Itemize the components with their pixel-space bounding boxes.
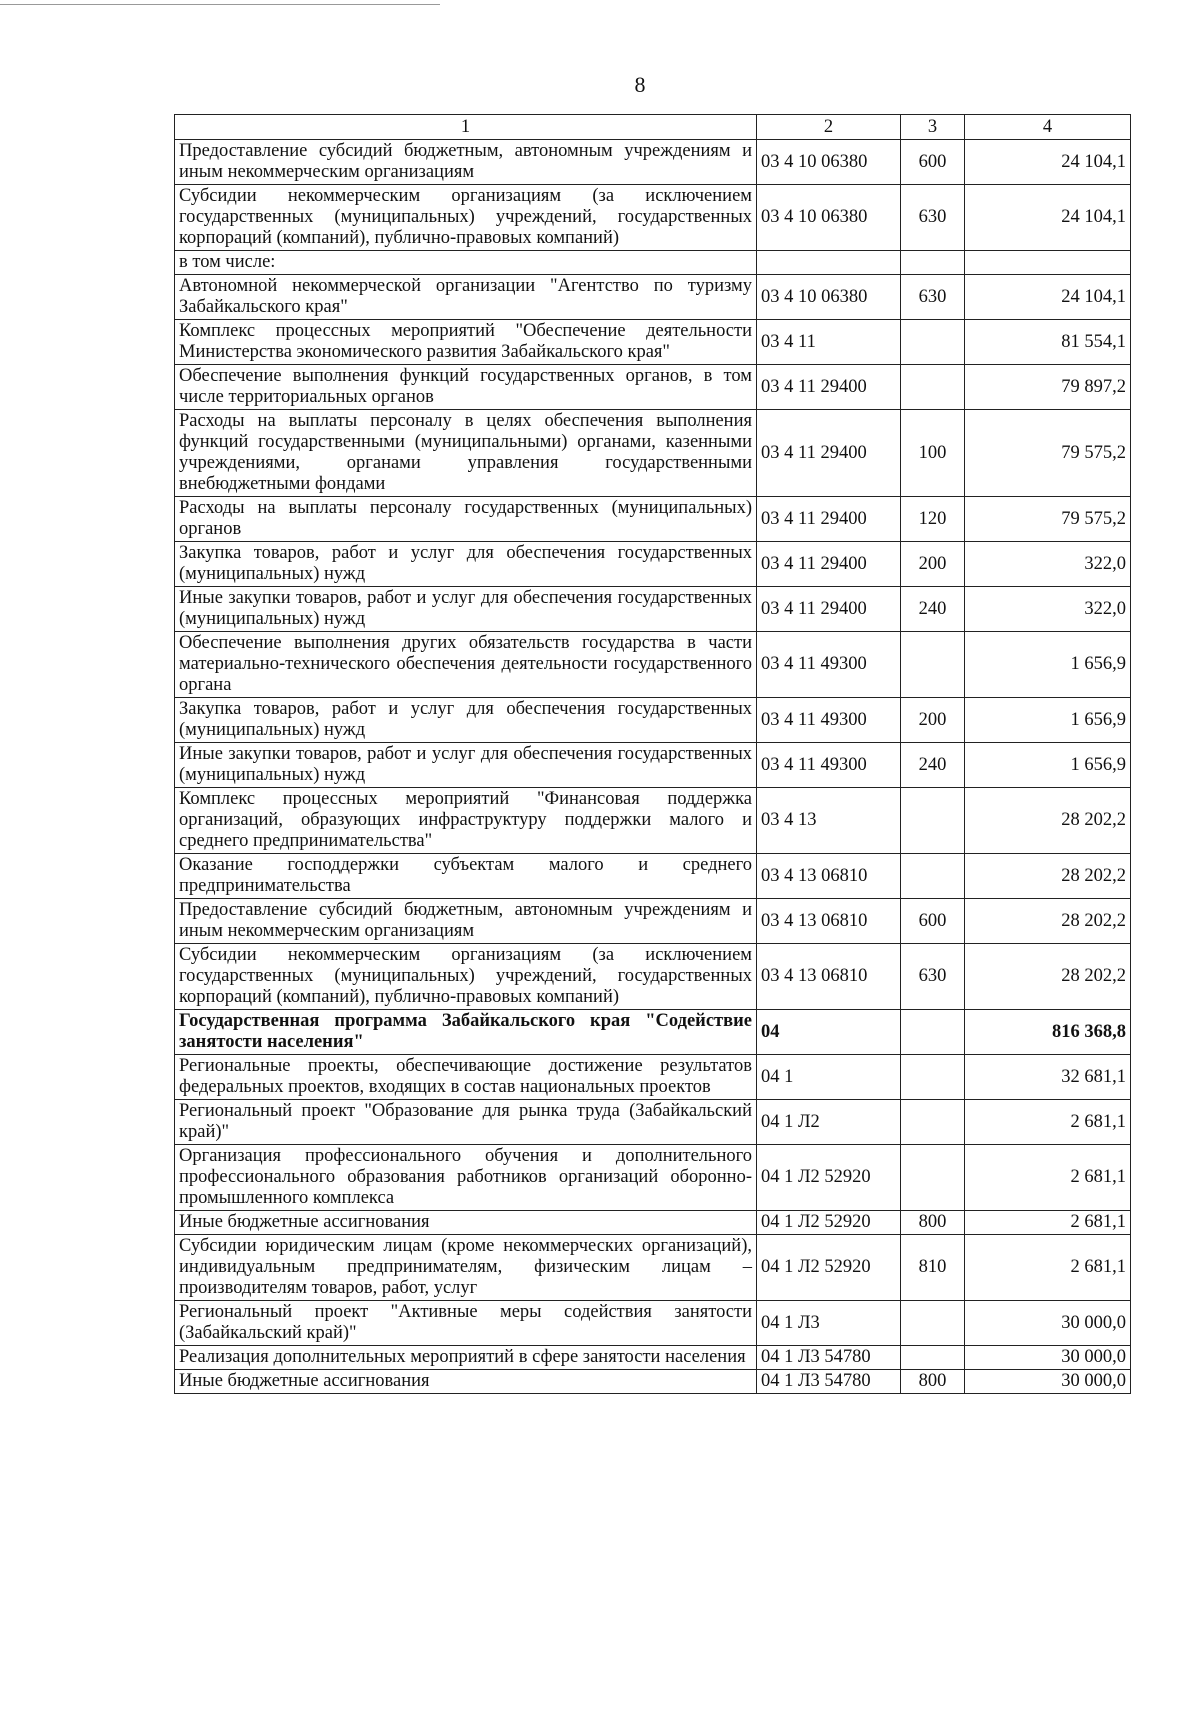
row-name-cell: Иные закупки товаров, работ и услуг для обеспечения государственных (муниципальных) нужд xyxy=(175,587,757,632)
table-row xyxy=(175,1010,1131,1055)
table-row xyxy=(175,275,1131,320)
row-name-cell: Обеспечение выполнения других обязательств государства в части материально-технического обеспечения деятельности государственного органа xyxy=(175,632,757,698)
row-code-cell: 03 4 10 06380 xyxy=(757,185,901,251)
row-amount-cell: 2 681,1 xyxy=(965,1211,1131,1235)
row-name-cell: Комплекс процессных мероприятий "Обеспечение деятельности Министерства экономического развития Забайкальского края" xyxy=(175,320,757,365)
row-expense-type-cell: 120 xyxy=(901,497,965,542)
table-row xyxy=(175,365,1131,410)
row-amount-cell: 28 202,2 xyxy=(965,899,1131,944)
row-expense-type-cell: 100 xyxy=(901,410,965,497)
row-expense-type-cell xyxy=(901,854,965,899)
row-code-cell: 03 4 10 06380 xyxy=(757,275,901,320)
row-expense-type-cell xyxy=(901,788,965,854)
row-code-cell: 04 1 Л2 52920 xyxy=(757,1235,901,1301)
row-expense-type-cell: 800 xyxy=(901,1370,965,1394)
row-expense-type-cell: 600 xyxy=(901,899,965,944)
row-expense-type-cell: 200 xyxy=(901,542,965,587)
row-code-cell: 03 4 11 29400 xyxy=(757,542,901,587)
row-expense-type-cell xyxy=(901,1346,965,1370)
row-expense-type-cell xyxy=(901,251,965,275)
row-name-cell: Иные бюджетные ассигнования xyxy=(175,1370,757,1394)
row-code-cell: 03 4 11 49300 xyxy=(757,743,901,788)
row-expense-type-cell: 240 xyxy=(901,587,965,632)
row-expense-type-cell xyxy=(901,1055,965,1100)
row-code-cell: 03 4 11 29400 xyxy=(757,587,901,632)
table-row xyxy=(175,542,1131,587)
row-amount-cell: 30 000,0 xyxy=(965,1301,1131,1346)
row-name-cell: в том числе: xyxy=(175,251,757,275)
row-code-cell: 03 4 11 29400 xyxy=(757,410,901,497)
row-code-cell: 04 1 xyxy=(757,1055,901,1100)
row-name-cell: Комплекс процессных мероприятий "Финансовая поддержка организаций, образующих инфраструктуру поддержки малого и среднего предпринимательства" xyxy=(175,788,757,854)
row-code-cell: 03 4 11 49300 xyxy=(757,698,901,743)
table-row xyxy=(175,1211,1131,1235)
table-row xyxy=(175,410,1131,497)
table-row xyxy=(175,251,1131,275)
row-amount-cell: 79 575,2 xyxy=(965,410,1131,497)
row-code-cell: 03 4 13 06810 xyxy=(757,854,901,899)
row-name-cell: Обеспечение выполнения функций государственных органов, в том числе территориальных органов xyxy=(175,365,757,410)
table-row xyxy=(175,1055,1131,1100)
row-amount-cell: 79 897,2 xyxy=(965,365,1131,410)
table-row xyxy=(175,497,1131,542)
row-amount-cell: 32 681,1 xyxy=(965,1055,1131,1100)
row-code-cell: 04 xyxy=(757,1010,901,1055)
row-amount-cell: 816 368,8 xyxy=(965,1010,1131,1055)
table-row xyxy=(175,632,1131,698)
row-expense-type-cell xyxy=(901,320,965,365)
row-code-cell: 03 4 13 xyxy=(757,788,901,854)
row-name-cell: Организация профессионального обучения и дополнительного профессионального образования работников организаций оборонно-промышленного комплекса xyxy=(175,1145,757,1211)
row-amount-cell: 322,0 xyxy=(965,542,1131,587)
header-cell-code: 2 xyxy=(757,115,901,140)
row-expense-type-cell xyxy=(901,365,965,410)
row-code-cell: 03 4 11 29400 xyxy=(757,497,901,542)
row-expense-type-cell: 630 xyxy=(901,185,965,251)
row-amount-cell: 30 000,0 xyxy=(965,1370,1131,1394)
row-name-cell: Предоставление субсидий бюджетным, автономным учреждениям и иным некоммерческим организациям xyxy=(175,899,757,944)
table-row xyxy=(175,1370,1131,1394)
row-amount-cell: 24 104,1 xyxy=(965,185,1131,251)
row-name-cell: Иные бюджетные ассигнования xyxy=(175,1211,757,1235)
row-amount-cell: 2 681,1 xyxy=(965,1100,1131,1145)
row-amount-cell: 24 104,1 xyxy=(965,140,1131,185)
table-row xyxy=(175,854,1131,899)
row-code-cell: 04 1 Л2 52920 xyxy=(757,1211,901,1235)
header-row xyxy=(175,115,1131,140)
row-code-cell: 03 4 13 06810 xyxy=(757,899,901,944)
row-expense-type-cell xyxy=(901,632,965,698)
row-expense-type-cell xyxy=(901,1010,965,1055)
row-code-cell: 03 4 11 49300 xyxy=(757,632,901,698)
row-name-cell: Автономной некоммерческой организации "Агентство по туризму Забайкальского края" xyxy=(175,275,757,320)
row-name-cell: Закупка товаров, работ и услуг для обеспечения государственных (муниципальных) нужд xyxy=(175,698,757,743)
row-code-cell: 04 1 Л3 54780 xyxy=(757,1346,901,1370)
table-row xyxy=(175,899,1131,944)
row-code-cell: 04 1 Л2 xyxy=(757,1100,901,1145)
table-row xyxy=(175,1235,1131,1301)
row-name-cell: Региональные проекты, обеспечивающие достижение результатов федеральных проектов, входящих в состав национальных проектов xyxy=(175,1055,757,1100)
row-amount-cell: 1 656,9 xyxy=(965,632,1131,698)
row-amount-cell: 1 656,9 xyxy=(965,698,1131,743)
row-name-cell: Закупка товаров, работ и услуг для обеспечения государственных (муниципальных) нужд xyxy=(175,542,757,587)
header-cell-vr: 3 xyxy=(901,115,965,140)
row-expense-type-cell: 630 xyxy=(901,275,965,320)
row-expense-type-cell xyxy=(901,1301,965,1346)
row-name-cell: Региональный проект "Активные меры содействия занятости (Забайкальский край)" xyxy=(175,1301,757,1346)
header-cell-sum: 4 xyxy=(965,115,1131,140)
header-cell-name: 1 xyxy=(175,115,757,140)
row-amount-cell: 322,0 xyxy=(965,587,1131,632)
row-expense-type-cell: 240 xyxy=(901,743,965,788)
table-row xyxy=(175,788,1131,854)
row-code-cell: 04 1 Л2 52920 xyxy=(757,1145,901,1211)
row-name-cell: Субсидии некоммерческим организациям (за исключением государственных (муниципальных) учреждений, государственных корпораций (компаний), публично-правовых компаний) xyxy=(175,185,757,251)
row-code-cell: 04 1 Л3 54780 xyxy=(757,1370,901,1394)
row-amount-cell: 79 575,2 xyxy=(965,497,1131,542)
row-expense-type-cell xyxy=(901,1100,965,1145)
row-name-cell: Государственная программа Забайкальского края "Содействие занятости населения" xyxy=(175,1010,757,1055)
row-name-cell: Региональный проект "Образование для рынка труда (Забайкальский край)" xyxy=(175,1100,757,1145)
row-code-cell xyxy=(757,251,901,275)
row-code-cell: 03 4 13 06810 xyxy=(757,944,901,1010)
table-row xyxy=(175,1346,1131,1370)
row-amount-cell: 30 000,0 xyxy=(965,1346,1131,1370)
table-row xyxy=(175,1100,1131,1145)
row-expense-type-cell: 630 xyxy=(901,944,965,1010)
row-amount-cell: 28 202,2 xyxy=(965,944,1131,1010)
table-row xyxy=(175,185,1131,251)
scan-edge-line xyxy=(0,4,440,5)
row-name-cell: Расходы на выплаты персоналу в целях обеспечения выполнения функций государственными (муниципальными) органами, казенными учреждениями, органами управления государственными внебюджетными фондами xyxy=(175,410,757,497)
row-code-cell: 03 4 10 06380 xyxy=(757,140,901,185)
table-row xyxy=(175,140,1131,185)
row-expense-type-cell: 200 xyxy=(901,698,965,743)
page-number: 8 xyxy=(634,72,646,97)
row-expense-type-cell: 810 xyxy=(901,1235,965,1301)
row-amount-cell: 81 554,1 xyxy=(965,320,1131,365)
row-amount-cell: 1 656,9 xyxy=(965,743,1131,788)
row-name-cell: Предоставление субсидий бюджетным, автономным учреждениям и иным некоммерческим организациям xyxy=(175,140,757,185)
row-code-cell: 04 1 Л3 xyxy=(757,1301,901,1346)
table-body xyxy=(175,140,1131,1394)
row-amount-cell: 2 681,1 xyxy=(965,1235,1131,1301)
table-row xyxy=(175,944,1131,1010)
row-name-cell: Расходы на выплаты персоналу государственных (муниципальных) органов xyxy=(175,497,757,542)
row-amount-cell: 28 202,2 xyxy=(965,854,1131,899)
row-code-cell: 03 4 11 29400 xyxy=(757,365,901,410)
table-row xyxy=(175,587,1131,632)
row-name-cell: Реализация дополнительных мероприятий в сфере занятости населения xyxy=(175,1346,757,1370)
row-name-cell: Иные закупки товаров, работ и услуг для обеспечения государственных (муниципальных) нужд xyxy=(175,743,757,788)
row-amount-cell xyxy=(965,251,1131,275)
row-expense-type-cell: 800 xyxy=(901,1211,965,1235)
row-expense-type-cell xyxy=(901,1145,965,1211)
row-name-cell: Субсидии некоммерческим организациям (за исключением государственных (муниципальных) учреждений, государственных корпораций (компаний), публично-правовых компаний) xyxy=(175,944,757,1010)
row-name-cell: Оказание господдержки субъектам малого и среднего предпринимательства xyxy=(175,854,757,899)
table-row xyxy=(175,1145,1131,1211)
table-row xyxy=(175,1301,1131,1346)
table-row xyxy=(175,320,1131,365)
row-code-cell: 03 4 11 xyxy=(757,320,901,365)
row-amount-cell: 24 104,1 xyxy=(965,275,1131,320)
row-amount-cell: 28 202,2 xyxy=(965,788,1131,854)
budget-table xyxy=(174,114,1131,1394)
table-row xyxy=(175,743,1131,788)
row-name-cell: Субсидии юридическим лицам (кроме некоммерческих организаций), индивидуальным предпринимателям, физическим лицам – производителям товаров, работ, услуг xyxy=(175,1235,757,1301)
row-amount-cell: 2 681,1 xyxy=(965,1145,1131,1211)
table-row xyxy=(175,698,1131,743)
row-expense-type-cell: 600 xyxy=(901,140,965,185)
